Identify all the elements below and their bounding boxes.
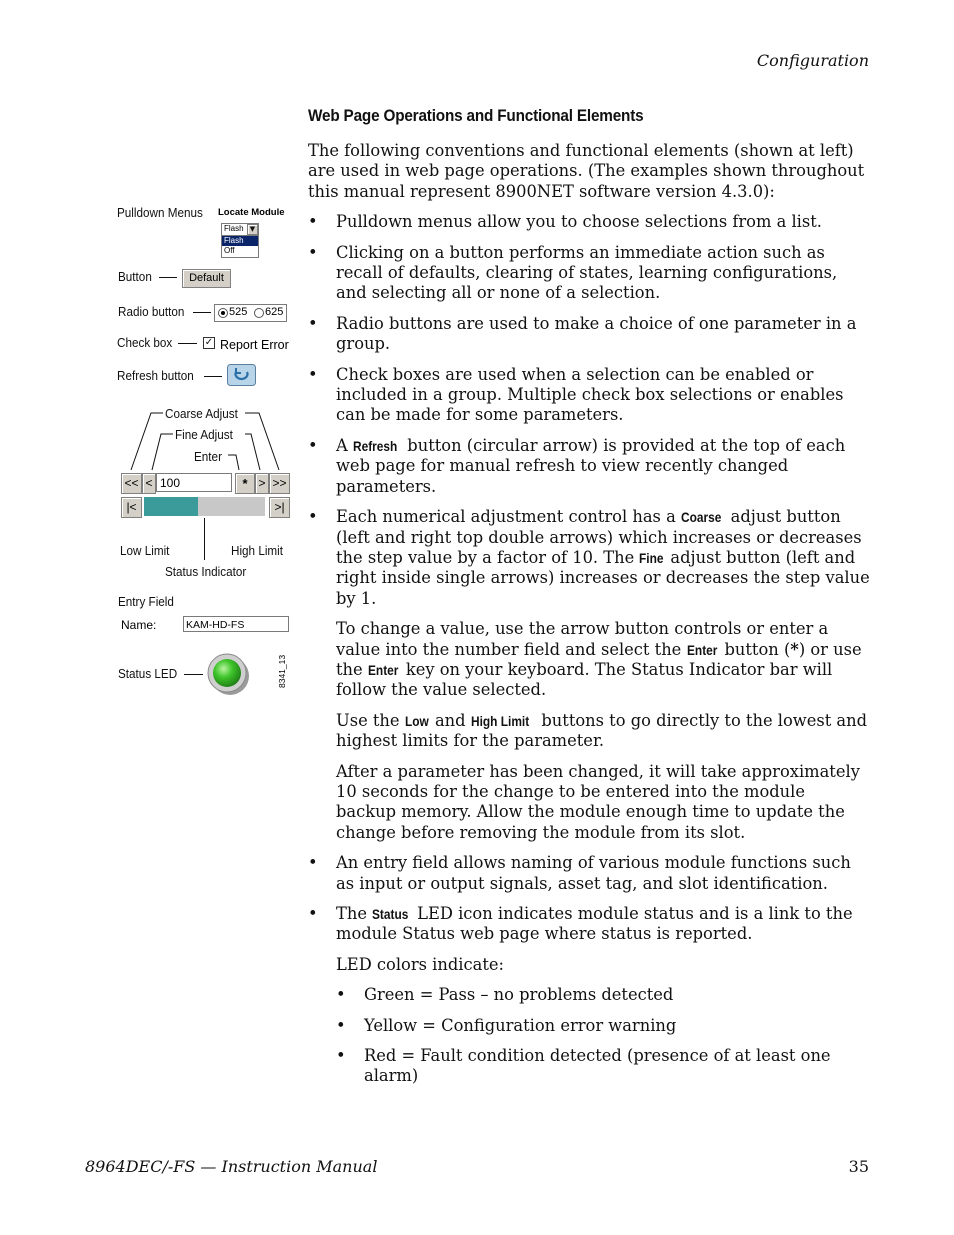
checkbox-text: Report Error [220, 338, 289, 352]
list-item: • Red = Fault condition detected (presence of at least one alarm) [336, 1046, 870, 1087]
list-item [308, 904, 870, 945]
figure-id: 8341_13 [277, 654, 287, 688]
fine-adjust-label: Fine Adjust [175, 427, 233, 442]
status-led-label: Status LED [118, 666, 178, 681]
bullet-list [308, 212, 870, 609]
status-indicator-fill [144, 497, 198, 516]
text-run: ) or use the [336, 639, 862, 679]
paragraph: LED colors indicate: [336, 954, 504, 974]
default-button[interactable]: Default [182, 269, 231, 288]
paragraph [308, 619, 870, 701]
text-run: LED icon indicates module status and is a link to the module Status web page where status is reported. [336, 904, 853, 944]
text-run: button (circular arrow) is provided at the top of each web page for manual refresh to view recently changed parameters. [336, 435, 846, 496]
value-input[interactable]: 100 [156, 473, 232, 492]
list-item [308, 436, 870, 497]
radio-label-525: 525 [229, 306, 248, 318]
leader-line [193, 312, 211, 313]
name-input[interactable]: KAM-HD-FS [183, 616, 289, 632]
high-limit-label: High Limit [231, 543, 284, 558]
section-title: Web Page Operations and Functional Elements [308, 106, 644, 125]
keyword-status: Status [372, 906, 409, 922]
star-symbol: * [790, 639, 799, 659]
refresh-label: Refresh button [117, 368, 194, 383]
list-item: • An entry field allows naming of various module functions such as input or output signals, asset tag, and slot identification. [308, 853, 870, 894]
low-limit-label: Low Limit [120, 543, 170, 558]
text-run: and [434, 710, 466, 730]
status-indicator-bar [144, 497, 265, 516]
keyword-high-limit: High Limit [470, 712, 529, 729]
list-item: • Pulldown menus allow you to choose selections from a list. [308, 212, 870, 232]
button-label: Button [118, 269, 152, 284]
paragraph [308, 711, 870, 752]
keyword-coarse: Coarse [681, 509, 722, 526]
text-run: adjust button (left and right inside single arrows) increases or decreases the step value by 1. [336, 547, 870, 608]
list-item: • Check boxes are used when a selection can be enabled or included in a group. Multiple check box selections or enables can be made for some parameters. [308, 365, 870, 426]
bullet-list [308, 853, 870, 945]
leader-line [204, 376, 222, 377]
enter-label: Enter [194, 449, 222, 464]
leader-line [159, 277, 177, 278]
text-run: key on your keyboard. The Status Indicator bar will follow the value selected. [336, 659, 833, 700]
keyword-refresh: Refresh [352, 437, 398, 454]
coarse-increase-button[interactable]: >> [269, 473, 290, 494]
low-limit-button[interactable]: |< [121, 497, 142, 518]
leader-line [178, 343, 197, 344]
text-run: The [336, 904, 367, 923]
refresh-icon[interactable] [227, 364, 256, 386]
coarse-decrease-button[interactable]: << [121, 473, 142, 494]
text-run: Use the [336, 710, 400, 730]
pulldown-selected: Flash [224, 224, 244, 233]
text-run: adjust button (left and right top double arrows) which increases or decreases the step value by a factor of 10. The [336, 507, 862, 567]
report-error-checkbox[interactable]: ✓ [204, 337, 214, 348]
radio-label-625: 625 [265, 306, 284, 318]
keyword-enter: Enter [686, 641, 717, 658]
callout-lines [115, 405, 295, 477]
body-text [308, 141, 870, 1097]
pulldown-option[interactable]: Off [224, 246, 235, 255]
keyword-fine: Fine [639, 549, 664, 566]
text-run: Each numerical adjustment control has a [336, 507, 676, 527]
running-header: Configuration [756, 51, 869, 70]
leader-line [204, 518, 205, 560]
leader-line [184, 674, 203, 675]
list-item [308, 507, 870, 609]
page-number: 35 [848, 1157, 869, 1176]
entry-field-label: Entry Field [118, 594, 174, 609]
keyword-low: Low [404, 712, 429, 729]
keyword-enter-key: Enter [367, 661, 399, 678]
fine-decrease-button[interactable]: < [142, 473, 156, 494]
high-limit-button[interactable]: >| [269, 497, 290, 518]
list-item: • Clicking on a button performs an immediate action such as recall of defaults, clearing of states, learning configurations, and selecting all or none of a selection. [308, 243, 870, 304]
list-item: • Radio buttons are used to make a choice of one parameter in a group. [308, 314, 870, 355]
radio-525[interactable] [218, 308, 228, 318]
pulldown-label: Pulldown Menus [117, 205, 203, 220]
radio-group [214, 304, 287, 322]
pulldown-option[interactable]: Flash [222, 236, 258, 246]
text-run: A [336, 435, 348, 455]
list-item: • Green = Pass – no problems detected [336, 985, 870, 1005]
intro-paragraph: The following conventions and functional elements (shown at left) are used in web page operations. (The examples shown throughout this manual represent 8900NET software version 4.3.0): [308, 141, 865, 201]
text-run: To change a value, use the arrow button controls or enter a value into the number field and select the [336, 619, 829, 659]
footer-manual: 8964DEC/-FS — Instruction Manual [85, 1157, 378, 1176]
coarse-adjust-label: Coarse Adjust [165, 406, 238, 421]
status-indicator-label: Status Indicator [165, 564, 247, 579]
enter-button[interactable]: * [235, 473, 255, 494]
paragraph: After a parameter has been changed, it will take approximately 10 seconds for the change to be entered into the module backup memory. Allow the module enough time to update the change before removing the module from its slot. [336, 761, 860, 842]
fine-increase-button[interactable]: > [255, 473, 269, 494]
locate-module-label: Locate Module [218, 207, 285, 218]
pulldown-list [221, 235, 259, 258]
text-run: button ( [724, 639, 791, 659]
status-led-icon[interactable] [205, 651, 251, 697]
radio-625[interactable] [254, 308, 264, 318]
radio-dot-icon [221, 311, 225, 315]
text-run: buttons to go directly to the lowest and highest limits for the parameter. [336, 710, 868, 751]
name-label: Name: [121, 618, 157, 632]
led-color-list [308, 985, 870, 1087]
checkbox-label: Check box [117, 335, 173, 350]
list-item: • Yellow = Configuration error warning [336, 1016, 870, 1036]
chevron-down-icon[interactable]: ▼ [247, 224, 258, 235]
radio-label: Radio button [118, 304, 185, 319]
